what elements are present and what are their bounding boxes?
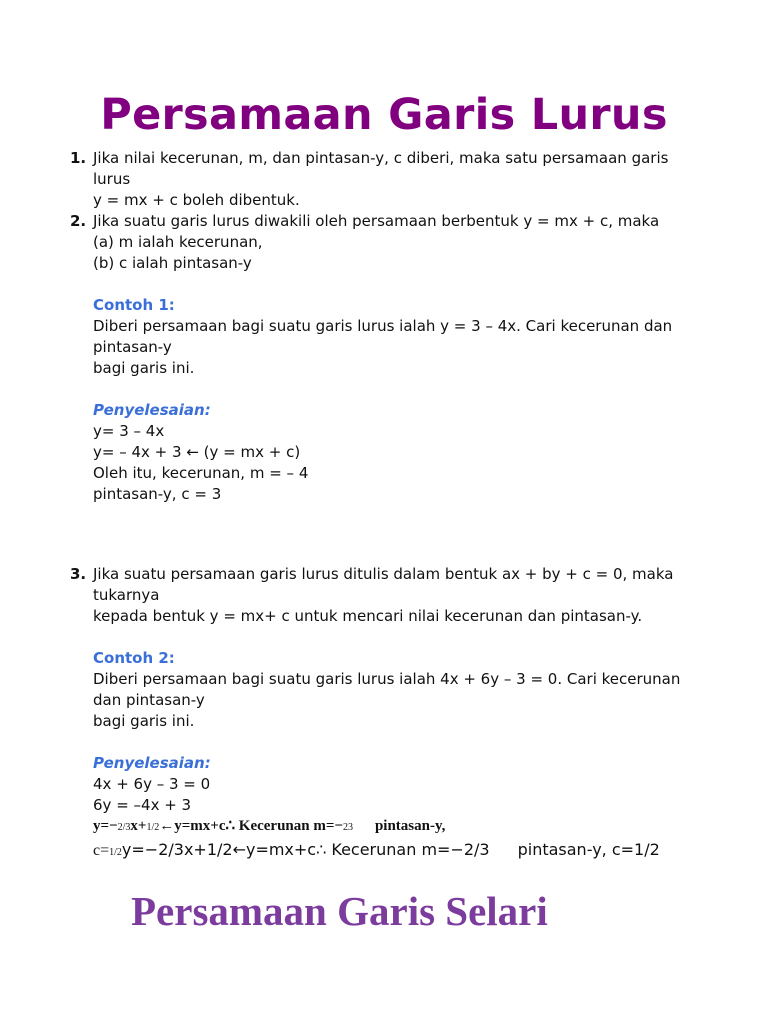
item-1-line-3: y = mx + c boleh dibentuk. [93,191,300,209]
example-2-line-3: bagi garis ini. [93,712,195,730]
item-2-line-1: Jika suatu garis lurus diwakili oleh persamaan berbentuk y = mx + c, maka [93,212,660,230]
example-2-solution-step-1: 4x + 6y – 3 = 0 [93,775,211,793]
example-2-solution-step-3 [93,816,445,838]
step-3-part-y: y=− [93,818,118,834]
item-3-number: 3. [70,565,87,583]
step-3-part-kecerunan: ←y=mx+c∴ Kecerunan m=− [159,818,343,834]
step-3-part-x: x+ [130,818,147,834]
example-1-solution-step-3: Oleh itu, kecerunan, m = – 4 [93,464,309,482]
item-2-option-b: (b) c ialah pintasan-y [93,254,252,272]
step-4-part-c: c= [93,842,110,859]
example-1-line-2: pintasan-y [93,338,172,356]
step-3-slope-value: 23 [342,822,353,833]
example-2-solution-step-4 [93,839,660,863]
example-2-line-1: Diberi persamaan bagi suatu garis lurus ialah 4x + 6y – 3 = 0. Cari kecerunan [93,670,681,688]
item-1-line-1: Jika nilai kecerunan, m, dan pintasan-y, c diberi, maka satu persamaan garis [93,149,669,167]
example-2-solution-step-2: 6y = –4x + 3 [93,796,192,814]
example-1-solution-heading: Penyelesaian: [93,401,211,419]
step-4-fraction: 1/2 [109,847,122,858]
item-1-line-2: lurus [93,170,131,188]
item-3-line-2: tukarnya [93,586,160,604]
step-4-pintasan: pintasan-y, c=1/2 [517,840,660,859]
example-1-heading: Contoh 1: [93,296,175,314]
example-2-heading: Contoh 2: [93,649,175,667]
example-2-solution-heading: Penyelesaian: [93,754,211,772]
example-1-solution-step-1: y= 3 – 4x [93,422,165,440]
item-3-line-1: Jika suatu persamaan garis lurus ditulis dalam bentuk ax + by + c = 0, maka [93,565,674,583]
example-1-line-3: bagi garis ini. [93,359,195,377]
example-1-solution-step-2: y= – 4x + 3 ← (y = mx + c) [93,443,301,461]
item-1-number: 1. [70,149,87,167]
step-3-fraction-slope: 2/3 [117,822,131,833]
example-1-line-1: Diberi persamaan bagi suatu garis lurus ialah y = 3 – 4x. Cari kecerunan dan [93,317,673,335]
section-subtitle: Persamaan Garis Selari [131,888,548,934]
item-2-number: 2. [70,212,87,230]
item-2-option-a: (a) m ialah kecerunan, [93,233,263,251]
step-4-equation: y=−2/3x+1/2←y=mx+c∴ Kecerunan m=−2/3 [121,840,490,859]
example-1-solution-step-4: pintasan-y, c = 3 [93,485,222,503]
page-title: Persamaan Garis Lurus [100,90,668,140]
item-3-line-3: kepada bentuk y = mx+ c untuk mencari nilai kecerunan dan pintasan-y. [93,607,643,625]
example-2-line-2: dan pintasan-y [93,691,205,709]
step-3-fraction-intercept: 1/2 [146,822,160,833]
step-3-pintasan-label: pintasan-y, [374,818,446,834]
